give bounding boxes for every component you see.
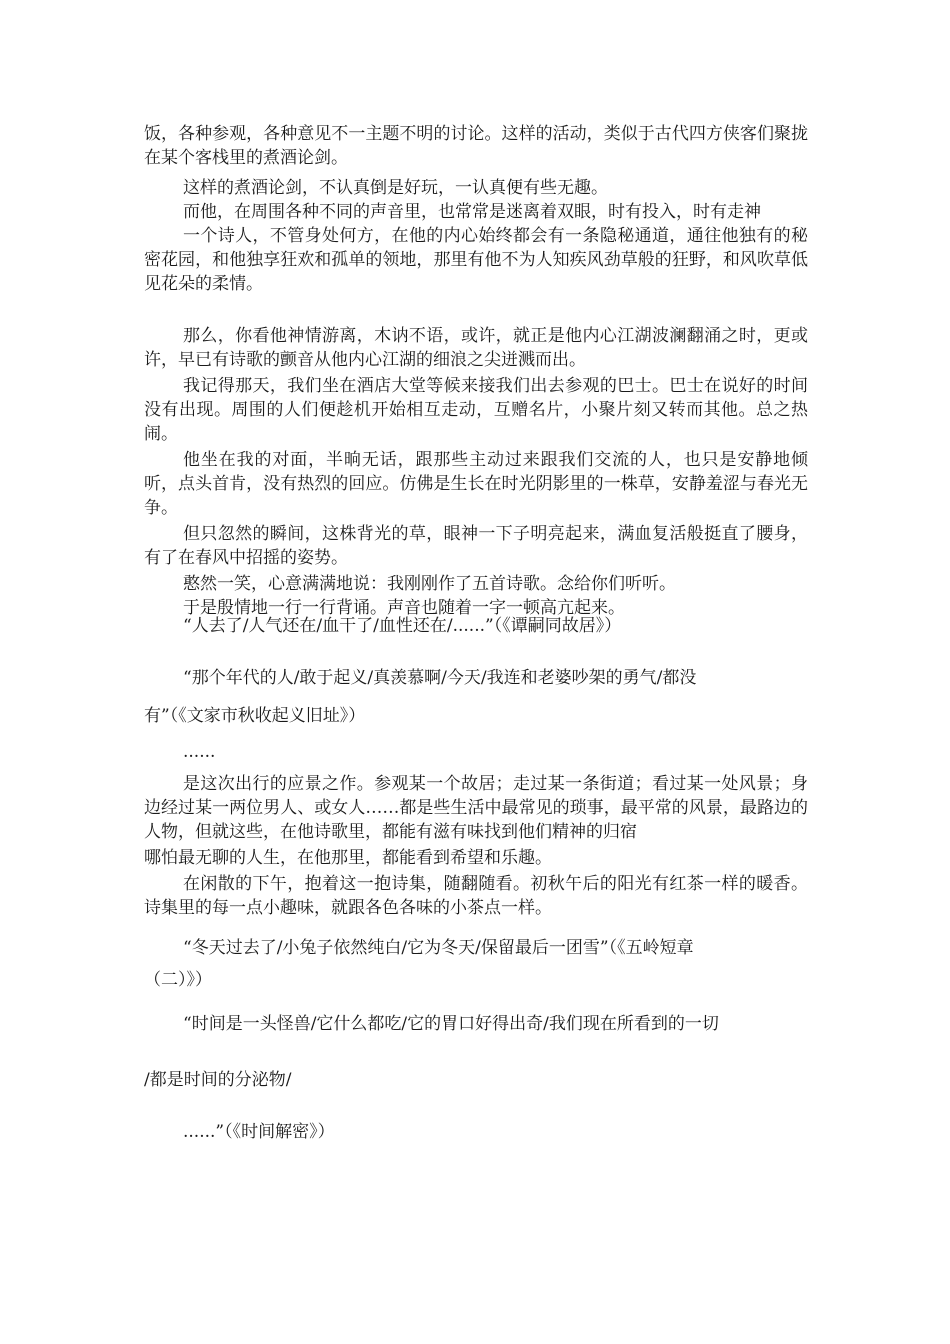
- poem-quote: [183, 614, 847, 638]
- ellipsis-text: ......: [183, 742, 216, 762]
- paragraph: 他坐在我的对面，半晌无话，跟那些主动过来跟我们交流的人，也只是安静地倾听，点头首肯，没有热烈的回应。仿佛是生长在时光阴影里的一株草，安静羞涩与春光无争。: [144, 450, 808, 518]
- ellipsis: [183, 740, 847, 764]
- paragraph: 这样的煮酒论剑，不认真倒是好玩，一认真便有些无趣。: [183, 178, 608, 198]
- poem-line: “人去了/人气还在/血干了/血性还在/......”（《谭嗣同故居》）: [183, 616, 622, 636]
- paragraph: 憨然一笑，心意满满地说：我刚刚作了五首诗歌。念给你们听听。: [183, 574, 676, 594]
- poem-line: 有”（《文家市秋收起义旧址》）: [144, 706, 366, 726]
- paragraph: 那么，你看他神情游离，木讷不语，或许，就正是他内心江湖波澜翻涌之时，更或许，早已有诗歌的颤音从他内心江湖的细浪之尖迸溅而出。: [144, 326, 808, 370]
- paragraph: 一个诗人，不管身处何方，在他的内心始终都会有一条隐秘通道，通往他独有的秘密花园，和他独享狂欢和孤单的领地，那里有他不为人知疾风劲草般的狂野，和风吹草低见花朵的柔情。: [144, 226, 808, 294]
- poem-line: “时间是一头怪兽/它什么都吃/它的胃口好得出奇/我们现在所看到的一切: [183, 1014, 719, 1034]
- poem-line: /都是时间的分泌物/: [144, 1070, 292, 1090]
- poem-line: “冬天过去了/小兔子依然纯白/它为冬天/保留最后一团雪”（《五岭短章: [183, 938, 694, 958]
- paragraph: 而他，在周围各种不同的声音里，也常常是迷离着双眼，时有投入，时有走神: [183, 202, 761, 222]
- paragraph-opening: 饭，各种参观，各种意见不一主题不明的讨论。这样的活动，类似于古代四方侠客们聚拢在某个客栈里的煮酒论剑。: [144, 124, 808, 168]
- poem-quote: [144, 1012, 808, 1144]
- poem-line: ......”（《时间解密》）: [183, 1122, 335, 1142]
- poem-line: （二）》）: [144, 970, 212, 990]
- poem-quote: [144, 666, 808, 728]
- paragraph: 在闲散的下午，抱着这一抱诗集，随翻随看。初秋午后的阳光有红茶一样的暖香。诗集里的每一点小趣味，就跟各色各味的小茶点一样。: [144, 874, 808, 918]
- paragraph: 于是殷情地一行一行背诵。声音也随着一字一顿高亢起来。: [183, 598, 625, 618]
- poem-quote: [144, 936, 808, 992]
- poem-line: “那个年代的人/敢于起义/真羡慕啊/今天/我连和老婆吵架的勇气/都没: [183, 668, 697, 688]
- paragraph: 但只忽然的瞬间，这株背光的草，眼神一下子明亮起来，满血复活般挺直了腰身，有了在春风中招摇的姿势。: [144, 524, 808, 568]
- paragraph: 是这次出行的应景之作。参观某一个故居；走过某一条街道；看过某一处风景；身边经过某一两位男人、或女人……都是些生活中最常见的琐事，最平常的风景，最路边的人物，但就这些，在他诗歌里，都能有滋有味找到他们精神的归宿: [144, 774, 808, 842]
- paragraph: 哪怕最无聊的人生，在他那里，都能看到希望和乐趣。: [144, 848, 552, 868]
- paragraph: 我记得那天，我们坐在酒店大堂等候来接我们出去参观的巴士。巴士在说好的时间没有出现。周围的人们便趁机开始相互走动，互赠名片，小聚片刻又转而其他。总之热闹。: [144, 376, 808, 444]
